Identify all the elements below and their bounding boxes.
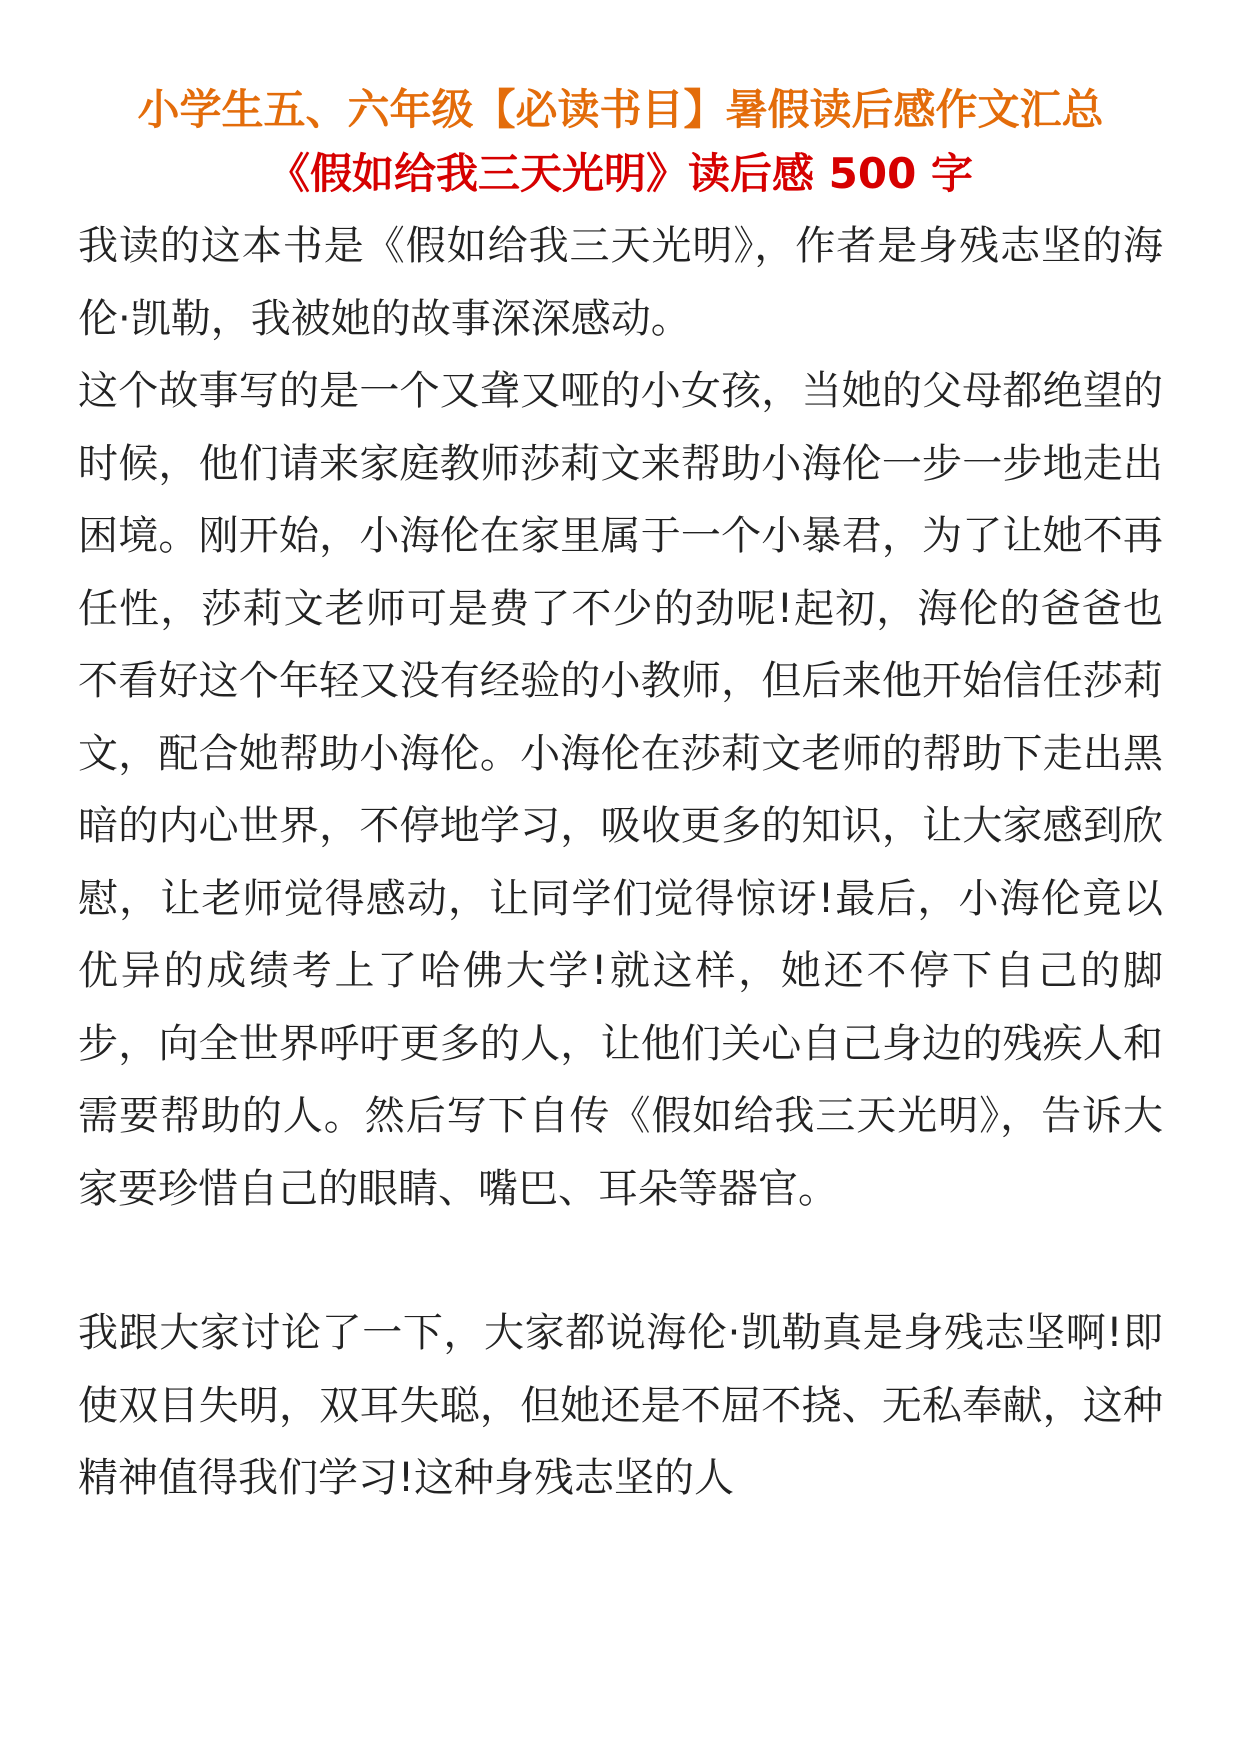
paragraph-2: 这个故事写的是一个又聋又哑的小女孩，当她的父母都绝望的时候，他们请来家庭教师莎莉文来帮助小海伦一步一步地走出困境。刚开始，小海伦在家里属于一个小暴君，为了让她不再任性，莎莉文老师可是费了不少的劲呢!起初，海伦的爸爸也不看好这个年轻又没有经验的小教师，但后来他开始信任莎莉文，配合她帮助小海伦。小海伦在莎莉文老师的帮助下走出黑暗的内心世界，不停地学习，吸收更多的知识，让大家感到欣慰，让老师觉得感动，让同学们觉得惊讶!最后，小海伦竟以优异的成绩考上了哈佛大学!就这样，她还不停下自己的脚步，向全世界呼吁更多的人，让他们关心自己身边的残疾人和需要帮助的人。然后写下自传《假如给我三天光明》，告诉大家要珍惜自己的眼睛、嘴巴、耳朵等器官。 [78,368,1163,1212]
paragraph-1: 我读的这本书是《假如给我三天光明》，作者是身残志坚的海伦·凯勒，我被她的故事深深感动。 [78,223,1163,342]
page-subtitle: 《假如给我三天光明》读后感 500 字 [268,149,973,198]
page-title: 小学生五、六年级【必读书目】暑假读后感作文汇总 [137,85,1104,134]
paragraph-3: 我跟大家讨论了一下，大家都说海伦·凯勒真是身残志坚啊!即使双目失明，双耳失聪，但她还是不屈不挠、无私奉献，这种精神值得我们学习!这种身残志坚的人 [78,1310,1163,1501]
essay-body [78,210,1163,1515]
